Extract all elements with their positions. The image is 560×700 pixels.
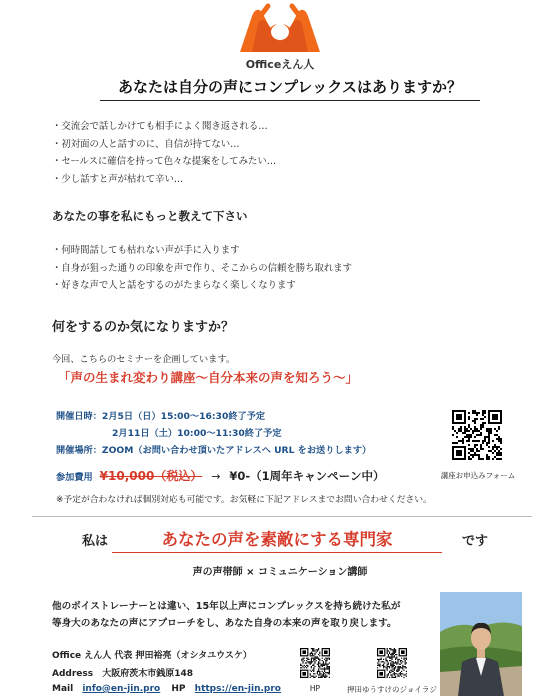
fee-old-price: ¥10,000（税込） bbox=[99, 469, 203, 483]
list-item: ・少し話すと声が枯れて辛い… bbox=[52, 173, 184, 185]
list-item: ・初対面の人と話すのに、自信が持てない… bbox=[52, 138, 240, 150]
contact-links bbox=[52, 684, 281, 694]
hp-label: HP bbox=[171, 684, 186, 694]
schedule-note: ※予定が合わなければ個別対応も可能です。お気軽に下記アドレスまでお問い合わせください。 bbox=[56, 495, 432, 505]
fee-label: 参加費用 bbox=[56, 472, 93, 483]
hp-link[interactable]: https://en-jin.pro bbox=[194, 684, 281, 694]
concern-list bbox=[52, 118, 276, 188]
contact-address bbox=[52, 666, 193, 679]
address-label: Address bbox=[52, 669, 94, 679]
contact-company: Office えん人 代表 押田裕亮（オシタユウスケ） bbox=[52, 651, 252, 661]
tagline-suffix: です bbox=[462, 534, 489, 549]
seminar-title: 「声の生まれ変わり講座〜自分本来の声を知ろう〜」 bbox=[58, 370, 359, 385]
qr-blog-caption: 押田ゆうすけのジョイラジ bbox=[347, 685, 437, 694]
qr-code-hp-icon[interactable] bbox=[300, 648, 330, 678]
schedule-date-1: 開催日時：2月5日（日）15:00〜16:30終了予定 bbox=[56, 411, 266, 422]
section-heading-tell-me: あなたの事を私にもっと教えて下さい bbox=[52, 209, 248, 223]
tagline-prefix: 私は bbox=[82, 534, 109, 549]
tagline-highlight: あなたの声を素敵にする専門家 bbox=[112, 526, 442, 553]
qr-hp-caption: HP bbox=[309, 684, 321, 693]
page-headline: あなたは自分の声にコンプレックスはありますか？ bbox=[100, 76, 480, 101]
qr-form-caption: 講座お申込みフォーム bbox=[440, 471, 516, 480]
portrait-photo bbox=[440, 592, 522, 696]
address-value: 大阪府茨木市銭原148 bbox=[102, 669, 194, 679]
section-heading-curious: 何をするのか気になりますか？ bbox=[52, 320, 235, 335]
qr-code-blog-icon[interactable] bbox=[377, 648, 407, 678]
fee-new-price: ¥0-（1周年キャンペーン中） bbox=[229, 469, 385, 483]
fee-row bbox=[56, 467, 384, 484]
list-item: ・セールスに確信を持って色々な提案をしてみたい… bbox=[52, 156, 277, 167]
divider bbox=[32, 516, 532, 517]
intro-line: 等身大のあなたの声にアプローチをし、あなた自身の本来の声を取り戻します。 bbox=[52, 618, 397, 629]
brand-name: Officeえん人 bbox=[245, 58, 315, 71]
roles: 声の声帯師 × コミュニケーション講師 bbox=[192, 567, 368, 578]
heart-hands-icon bbox=[232, 2, 328, 58]
list-item: ・自身が狙った通りの印象を声で作り、そこからの信頼を勝ち取れます bbox=[52, 262, 353, 274]
intro-line: 他のボイストレーナーとは違い、15年以上声にコンプレックスを持ち続けた私が bbox=[52, 601, 401, 612]
mail-label: Mail bbox=[52, 684, 74, 694]
list-item: ・何時間話しても枯れない声が手に入ります bbox=[52, 245, 240, 256]
intro-text bbox=[52, 598, 400, 632]
mail-link[interactable]: info@en-jin.pro bbox=[82, 684, 161, 694]
plan-text: 今回、こちらのセミナーを企画しています。 bbox=[52, 354, 236, 365]
list-item: ・好きな声で人と話をするのがたまらなく楽しくなります bbox=[52, 280, 296, 291]
benefit-list bbox=[52, 242, 352, 295]
schedule-place: 開催場所：ZOOM（お問い合わせ頂いたアドレスへ URL をお送りします） bbox=[56, 445, 372, 456]
arrow-right-icon: → bbox=[211, 470, 221, 483]
qr-code-form-icon[interactable] bbox=[452, 410, 502, 460]
schedule-date-2: 2月11日（土）10:00〜11:30終了予定 bbox=[112, 428, 282, 439]
list-item: ・交流会で話しかけても相手によく聞き返される… bbox=[52, 121, 268, 132]
